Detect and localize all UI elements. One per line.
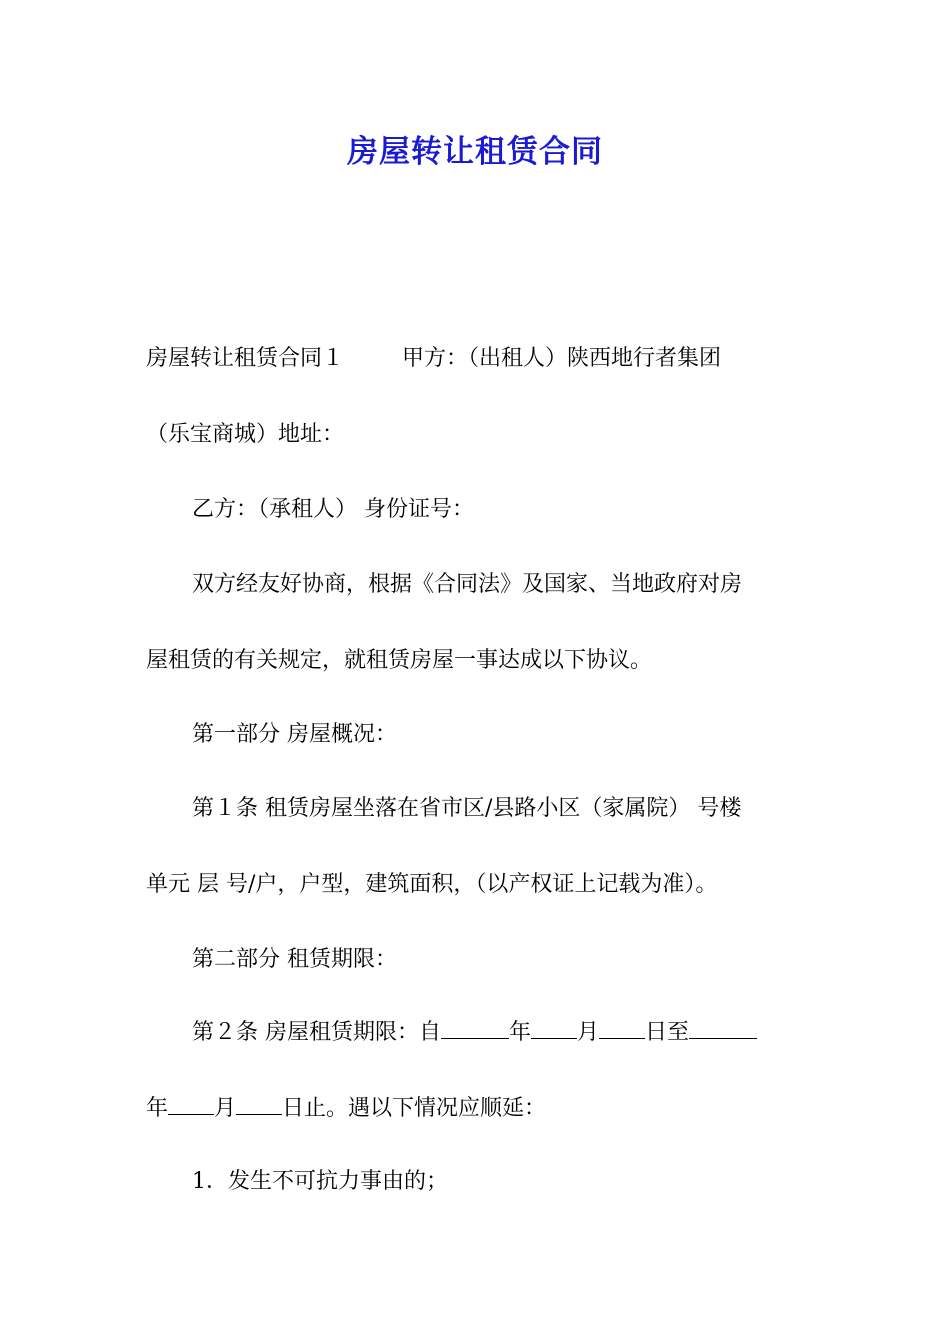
label-month: 月 (577, 1020, 600, 1045)
contract-heading: 房屋转让租赁合同１ (146, 346, 345, 371)
party-a-text: 甲方：（出租人）陕西地行者集团 (402, 346, 722, 371)
blank-end-day (236, 1092, 282, 1115)
label-day-to: 日至 (645, 1020, 690, 1045)
document-title: 房屋转让租赁合同 (347, 134, 603, 170)
part2-heading: 第二部分 租赁期限： (192, 947, 397, 972)
item-1: 1．发生不可抗力事由的； (192, 1169, 448, 1194)
intro-line-1: 双方经友好协商，根据《合同法》及国家、当地政府对房 (192, 572, 743, 597)
article2-prefix: 第２条 房屋租赁期限：自 (192, 1020, 441, 1045)
part1-heading: 第一部分 房屋概况： (192, 722, 397, 747)
party-a-continuation: （乐宝商城）地址： (146, 422, 345, 447)
blank-end-year-lead (689, 1016, 757, 1039)
label-day-end: 日止。遇以下情况应顺延： (282, 1096, 547, 1121)
blank-start-day (599, 1016, 645, 1039)
article2-line-1 (192, 1016, 757, 1050)
heading-line (146, 342, 721, 376)
label-year: 年 (509, 1020, 532, 1045)
article1-line-2: 单元 层 号/户，户型，建筑面积，（以产权证上记载为准）。 (146, 872, 718, 897)
article1-line-1: 第１条 租赁房屋坐落在省市区/县路小区（家属院） 号楼 (192, 796, 742, 821)
blank-start-year (441, 1016, 509, 1039)
party-b-line: 乙方：（承租人） 身份证号： (192, 497, 474, 522)
intro-line-2: 屋租赁的有关规定，就租赁房屋一事达成以下协议。 (146, 648, 653, 673)
blank-end-month (168, 1092, 214, 1115)
label-month-end: 月 (214, 1096, 237, 1121)
blank-start-month (531, 1016, 577, 1039)
label-year-end: 年 (146, 1096, 169, 1121)
article2-line-2 (146, 1092, 546, 1126)
